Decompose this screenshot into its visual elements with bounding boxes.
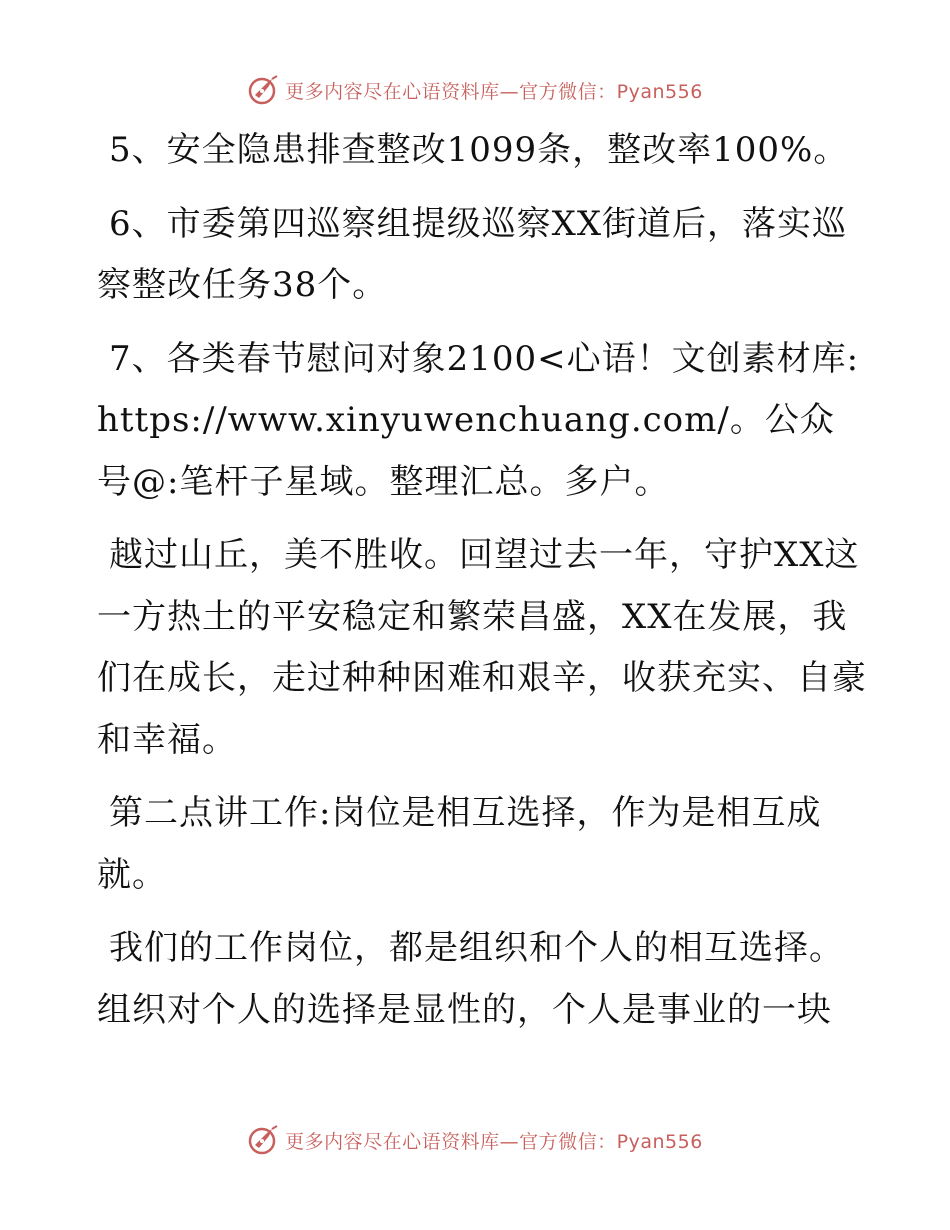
footer-watermark-text: 更多内容尽在心语资料库—官方微信：Pyan556	[285, 1130, 703, 1153]
footer-watermark-banner	[0, 1120, 950, 1160]
header-watermark-text: 更多内容尽在心语资料库—官方微信：Pyan556	[285, 80, 703, 103]
paragraph-item-6: 6、市委第四巡察组提级巡察XX街道后，落实巡察整改任务38个。	[97, 203, 848, 305]
header-watermark-banner	[0, 70, 950, 110]
paragraph-work-positions: 我们的工作岗位，都是组织和个人的相互选择。组织对个人的选择是显性的，个人是事业的一块	[97, 928, 844, 1030]
paragraph-item-7: 7、各类春节慰问对象2100<心语！文创素材库:https://www.xinyuwenchuang.com/。公众号@:笔杆子星域。整理汇总。多户。	[97, 338, 860, 502]
paragraph-second-point-heading: 第二点讲工作:岗位是相互选择，作为是相互成就。	[97, 793, 822, 895]
paragraph-item-5: 5、安全隐患排查整改1099条，整改率100%。	[109, 130, 849, 170]
document-body	[97, 120, 867, 1053]
pen-nib-logo-icon	[247, 73, 281, 107]
paragraph-over-the-hills: 越过山丘，美不胜收。回望过去一年，守护XX这一方热土的平安稳定和繁荣昌盛，XX在发展，我们在成长，走过种种困难和艰辛，收获充实、自豪和幸福。	[97, 535, 867, 760]
pen-nib-logo-icon	[247, 1123, 281, 1157]
